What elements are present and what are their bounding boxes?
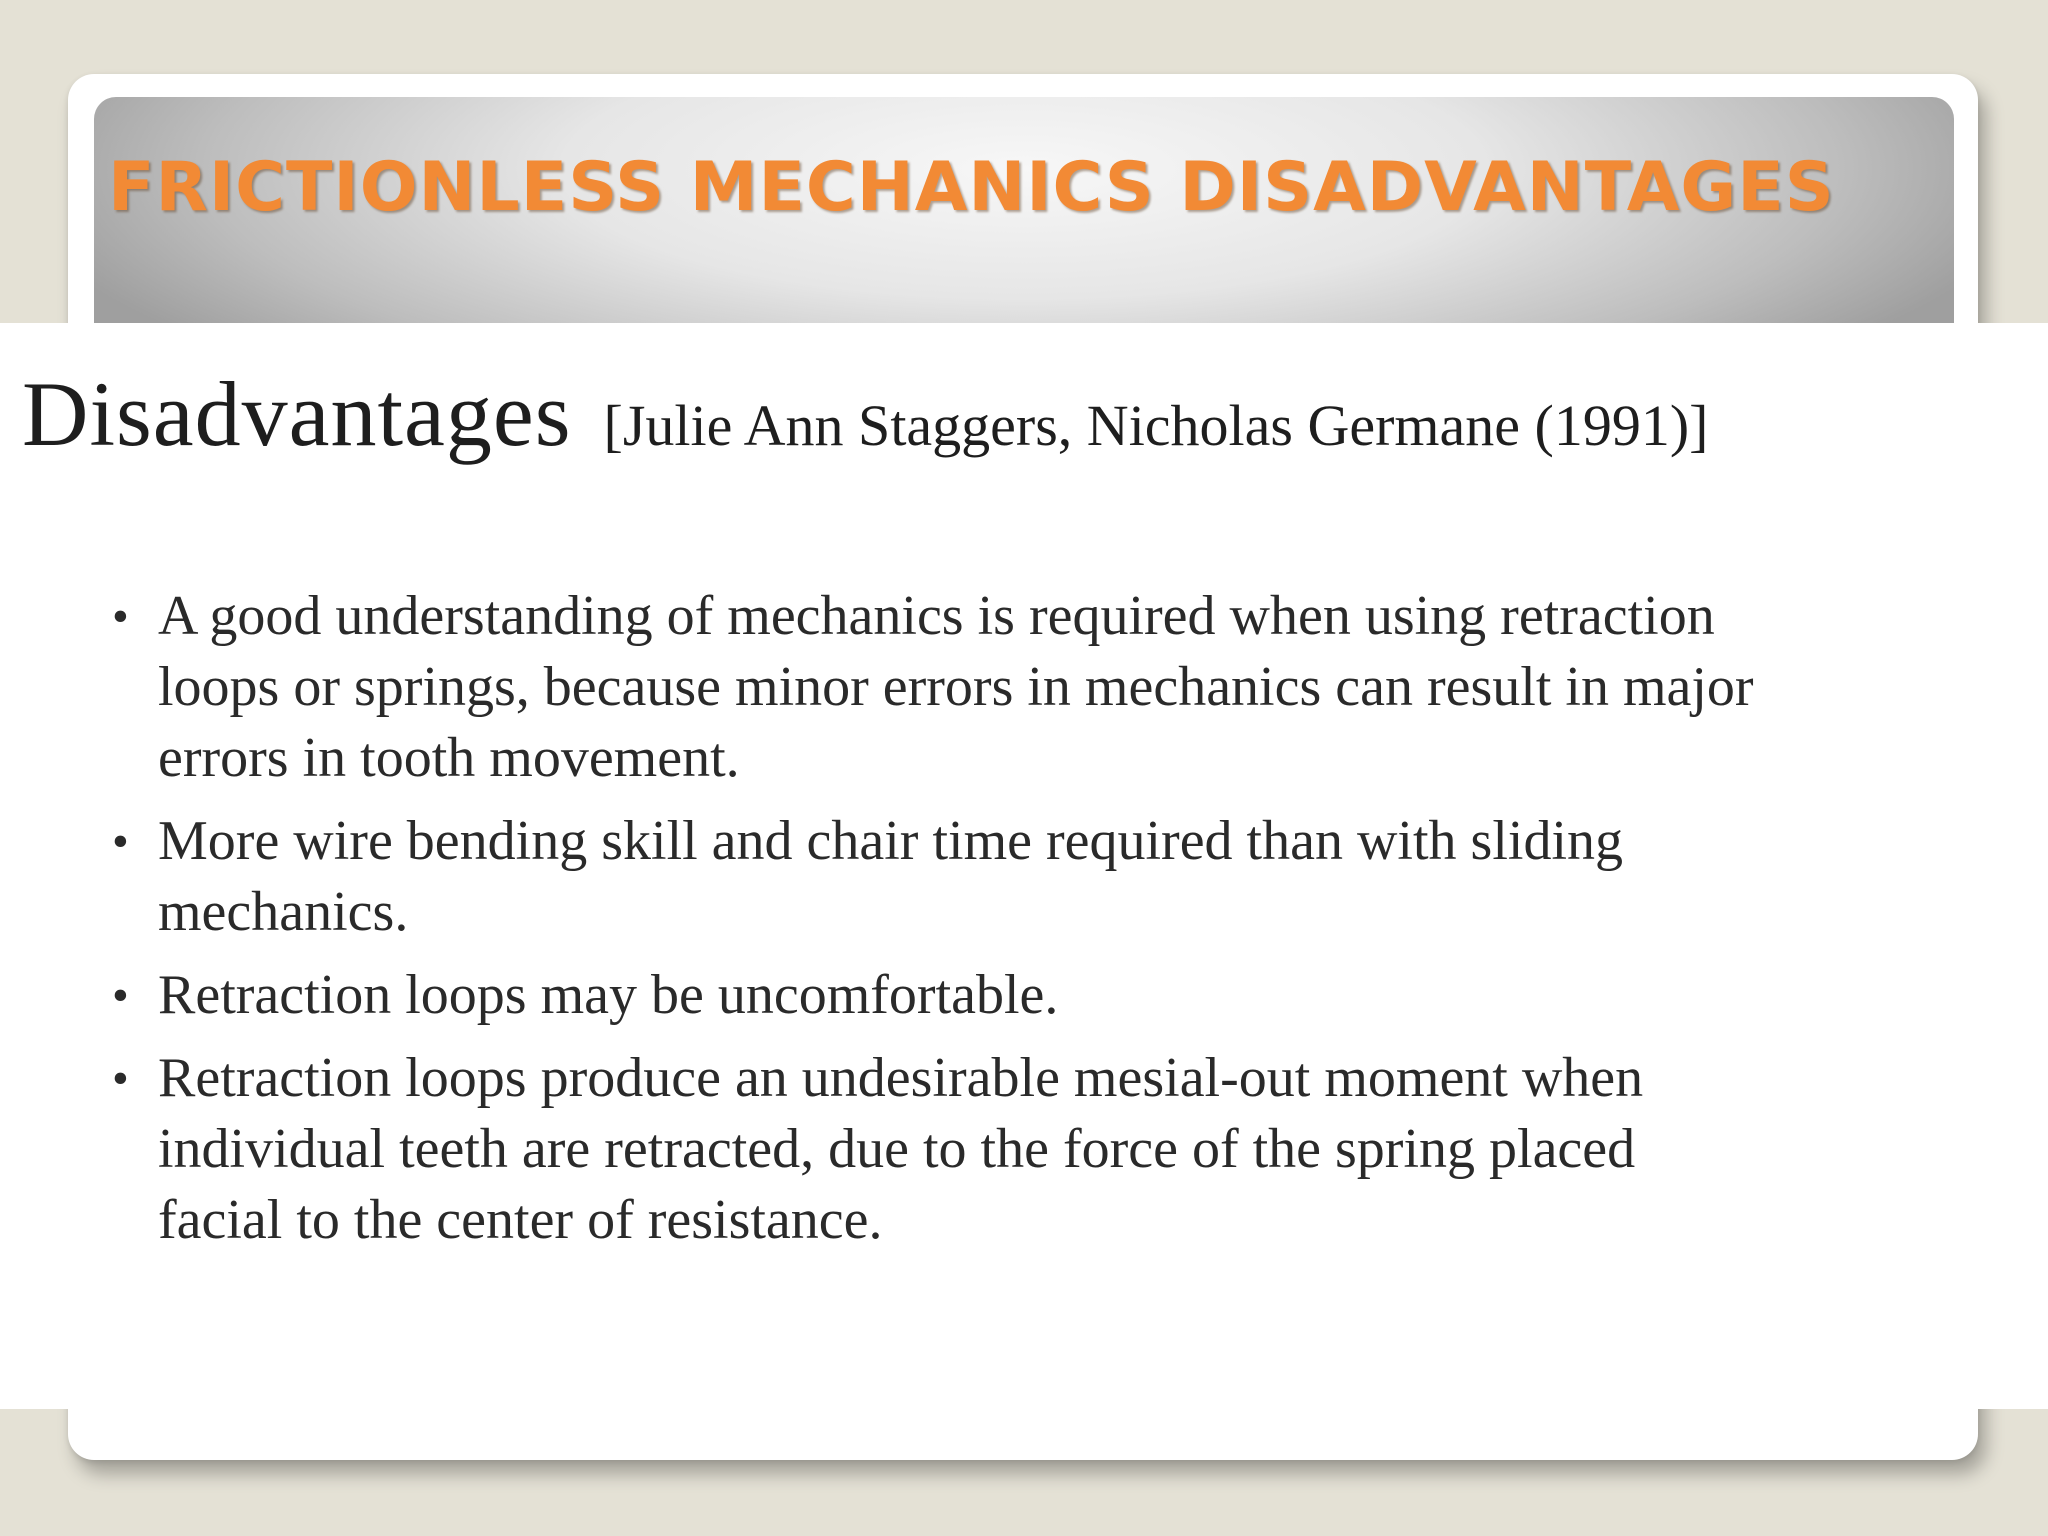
bullet-text: Retraction loops may be uncomfortable. (158, 964, 1059, 1026)
bullet-text: More wire bending skill and chair time required than with sliding mechanics. (158, 810, 1623, 943)
content-image (0, 323, 2048, 1409)
list-item (110, 1043, 2048, 1256)
citation: [Julie Ann Staggers, Nicholas Germane (1991)] (603, 393, 1709, 458)
bullet-icon: • (112, 590, 129, 643)
list-item (110, 581, 2048, 794)
content-heading-row (22, 361, 1708, 467)
bullet-icon: • (112, 969, 129, 1022)
bullet-text: A good understanding of mechanics is required when using retraction loops or springs, because minor errors in mechanics can result in major errors in tooth movement. (158, 585, 1754, 789)
bullet-icon: • (112, 1052, 129, 1105)
list-item (110, 806, 2048, 948)
list-item (110, 960, 2048, 1031)
bullet-icon: • (112, 815, 129, 868)
bullet-list (110, 581, 2048, 1268)
bullet-text: Retraction loops produce an undesirable mesial-out moment when individual teeth are retracted, due to the force of the spring placed facial to the center of resistance. (158, 1047, 1644, 1251)
slide-title: FRICTIONLESS MECHANICS DISADVANTAGES (108, 148, 1835, 227)
content-heading: Disadvantages (22, 363, 572, 465)
